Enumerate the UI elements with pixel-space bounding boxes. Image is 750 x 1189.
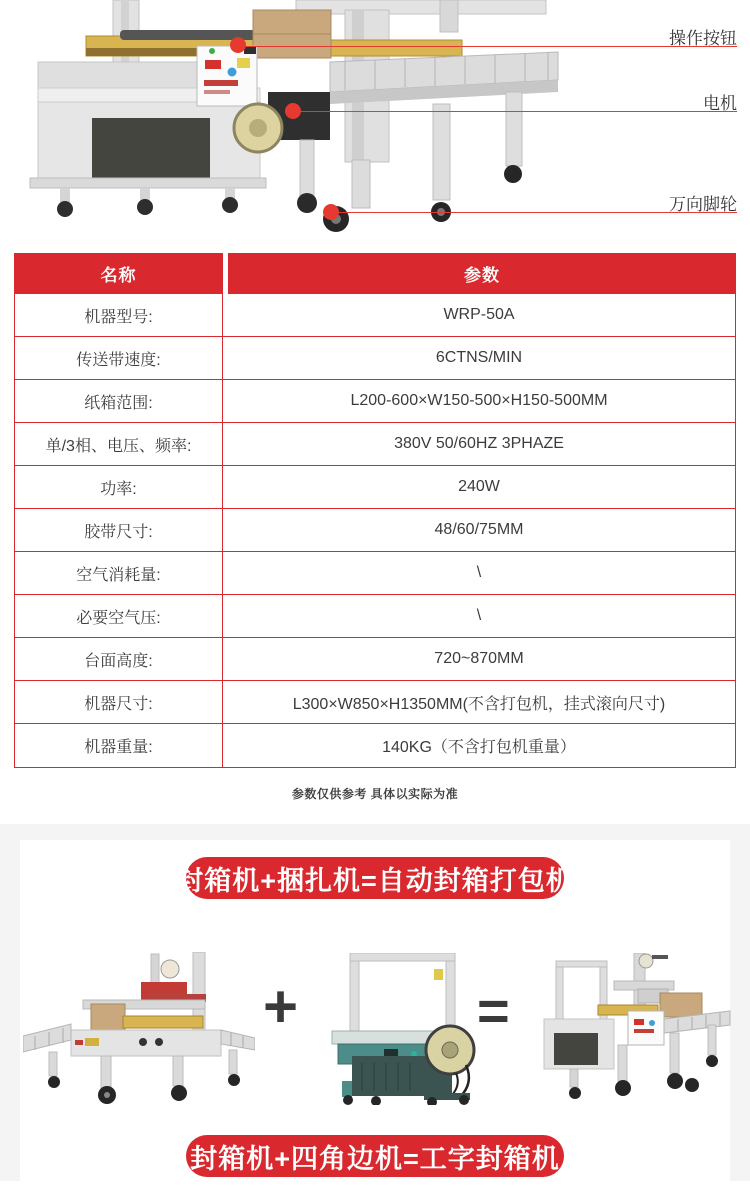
spec-table-row [15,552,735,595]
spec-name-cell: 功率: [15,466,223,508]
spec-name-cell: 台面高度: [15,638,223,680]
combo-banner-top: 封箱机+捆扎机=自动封箱打包机 [186,857,564,899]
equals-symbol: = [477,979,510,1042]
combo-banner-bottom: 封箱机+四角边机=工字封箱机 [186,1135,564,1177]
spec-table-row [15,509,735,552]
spec-value-cell: L200-600×W150-500×H150-500MM [350,392,608,409]
spec-value-cell: 140KG（不含打包机重量） [382,739,576,756]
spec-table-row [15,724,735,767]
spec-name-cell: 机器重量: [15,724,223,767]
callout-line-operation-buttons [238,46,737,47]
spec-name-cell: 机器型号: [15,294,223,336]
sealing-strapping-machine-photo [0,0,560,235]
spec-table [14,253,736,768]
plus-symbol: + [263,973,299,1040]
spec-name-cell: 传送带速度: [15,337,223,379]
spec-name-cell: 空气消耗量: [15,552,223,594]
spec-value-cell: 6CTNS/MIN [435,349,523,366]
spec-disclaimer: 参数仅供参考 具体以实际为准 [291,787,459,801]
spec-table-row [15,466,735,509]
strapping-machine-image [328,953,480,1105]
spec-header-param: 参数 [228,253,736,294]
spec-header-name: 名称 [14,253,223,294]
callout-label-motor: 电机 [703,94,737,113]
spec-table-row [15,681,735,724]
spec-table-row [15,337,735,380]
spec-table-body [14,294,736,768]
spec-table-row [15,380,735,423]
spec-value-cell: 380V 50/60HZ 3PHAZE [394,435,564,452]
combo-machines-row [20,899,730,1105]
callout-dot-motor [285,103,301,119]
spec-value-cell: WRP-50A [443,306,515,323]
spec-table-row [15,423,735,466]
spec-value-cell: 240W [458,478,500,495]
spec-name-cell: 单/3相、电压、频率: [15,423,223,465]
combo-section [0,824,750,1181]
callout-dot-operation-buttons [230,37,246,53]
spec-table-section [14,253,736,802]
spec-table-row [15,595,735,638]
spec-table-row [15,294,735,337]
spec-name-cell: 胶带尺寸: [15,509,223,551]
callout-label-operation-buttons: 操作按钮 [669,29,737,48]
callout-line-motor [293,111,737,112]
combined-machine-image [542,953,732,1103]
machine-photo-section [0,0,750,235]
spec-value-cell: 720~870MM [434,650,524,667]
spec-name-cell: 纸箱范围: [15,380,223,422]
spec-name-cell: 必要空气压: [15,595,223,637]
spec-name-cell: 机器尺寸: [15,681,223,723]
spec-value-cell: L300×W850×H1350MM(不含打包机，挂式滚向尺寸) [292,695,666,713]
callout-dot-casters [323,204,339,220]
combo-card [20,840,730,1181]
callout-label-casters: 万向脚轮 [669,195,737,214]
spec-value-cell: \ [476,564,482,581]
spec-table-row [15,638,735,681]
spec-value-cell: 48/60/75MM [434,521,524,538]
spec-table-header [14,253,736,294]
sealing-machine-image [23,952,255,1105]
spec-value-cell: \ [476,607,482,624]
